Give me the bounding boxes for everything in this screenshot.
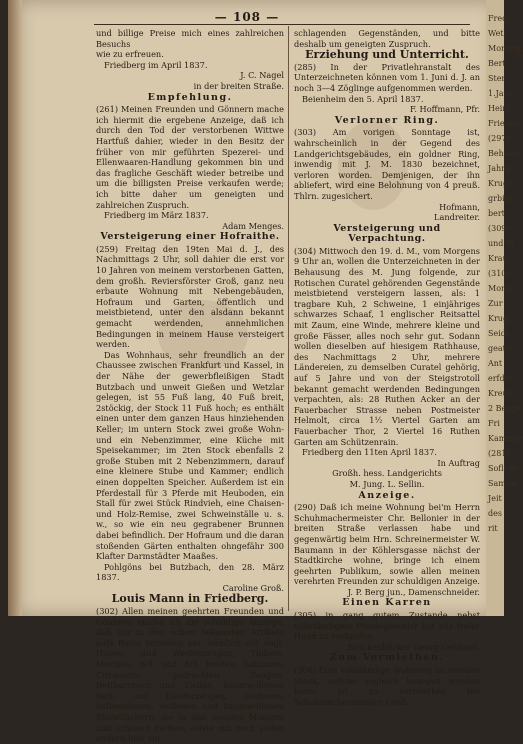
text-paragraph: (304) Mittwoch den 19. d. M., vom Morgens 9 Uhr an, wollen die Unterzeichneten in der Behausung des M. Jung folgende, zur Rotischen Curatel gehörenden Gegenstände meistbietend versteigern lassen, als: 1 tragbare Kuh, 2 Schweine, 1 einjähriges schwarzes Schaaf, 1 englischer Reitsattel mit Zaum, eine Winde, mehrere kleine und große Fässer, alles noch sehr gut. Sodann wollen dieselben auf hiesigem Rathhause, des Nachmittags 2 Uhr, mehrere Ländereien, zu demselben Curatel gehörig, auf 5 Jahre und von der Steigstrotoll bekannt gemacht werdenden Bedingungen verpachten, als: 28 Ruthen Acker an der Fauerbacher Strasse neben Postmeister Helmolt, circa 1½ Viertel Garten am Fauerbacher Thor, 2 Viertel 16 Ruthen Garten am Schützenrain. — [294, 245, 480, 447]
adjacent-page-fragment: Monat — [488, 284, 515, 293]
text-paragraph: (290) Daß ich meine Wohnung bei'm Herrn Schuhmachermeister Chr. Bellonier in der breiten Straße verlassen habe und gegenwärtig beim Hrn. Schreinermeister W. Baumann in der Köhlersgasse nächst der Stadtkirche wohne, bringe ich einem geehrten Publikum, sowie allen meinen verehrten Freunden zur schuldigen Anzeige. — [294, 502, 480, 587]
text-paragraph: und billige Preise mich eines zahlreichen Besuchs — [96, 28, 284, 49]
text-paragraph: Adam Menges. — [222, 220, 284, 231]
text-paragraph: Landreiter. — [434, 212, 480, 223]
adjacent-page-fragment: 2 Bergw — [488, 404, 523, 413]
adjacent-page-fragment: Kreuz — [488, 389, 512, 398]
adjacent-page-fragment: Jahre — [488, 164, 510, 173]
section-heading: Anzeige. — [358, 489, 416, 501]
adjacent-page-fragment: Jeit — [488, 494, 502, 503]
section-heading: Empfehlung. — [147, 91, 233, 103]
adjacent-page-fragment: Zur — [488, 299, 503, 308]
adjacent-page-fragment: Krau — [488, 254, 508, 263]
adjacent-page-fragment: Fred — [488, 14, 508, 23]
text-paragraph: schlagenden Gegenständen, und bitte deshalb um geneigten Zuspruch. — [294, 28, 480, 49]
adjacent-page-fragment: Krugl — [488, 179, 511, 188]
section-heading: Erziehung und Unterricht. — [305, 48, 469, 62]
text-paragraph: Friedberg im April 1837. — [104, 59, 208, 70]
text-paragraph: Friedberg den 11ten April 1837. — [302, 447, 437, 458]
adjacent-page-fragment: Friedbe — [488, 119, 520, 128]
column-divider — [288, 26, 289, 611]
adjacent-page-fragment: (309) — [488, 224, 510, 233]
text-paragraph: (261) Meinen Freunden und Gönnern mache ich hiermit die ergebene Anzeige, daß ich durch den Tod der verstorbenen Wittwe Hartfuß dahier, wieder in den Besitz der früher von mir geführten Spezerei- und Ellenwaaren-Handlung gekommen bin und das fragliche Geschäft wieder betreibe und um die billigsten Preise verkaufen werde; ich bitte daher um geneigten und zahlreichen Zuspruch. — [96, 104, 284, 210]
right-column — [294, 28, 480, 707]
text-paragraph: Caroline Groß. — [222, 582, 284, 593]
book-spine-shadow — [8, 0, 22, 616]
text-paragraph: (306) Eine vollständige Wohnung im zweiten Stock, welche sogleich bezogen werden kann, ist zu vermiethen bei Schuhmachermeister Groß. — [294, 665, 480, 707]
adjacent-page-fragment: bert. — [488, 209, 508, 218]
left-column — [96, 28, 284, 744]
adjacent-page-fragment: des — [488, 509, 502, 518]
text-paragraph: Hofmann, — [439, 201, 480, 212]
adjacent-page-fragment: Fri — [488, 419, 500, 428]
adjacent-page-fragment: (281) — [488, 449, 510, 458]
book-page — [8, 0, 486, 744]
text-paragraph: F. Hoffmann, Pfr. — [409, 104, 480, 115]
text-paragraph: in der breiten Straße. — [193, 80, 284, 91]
adjacent-page-fragment: Samen — [488, 479, 516, 488]
section-heading: Verlorner Ring. — [334, 114, 440, 126]
text-paragraph: Das Wohnhaus, sehr freundlich an der Chaussee zwischen Frankfurt und Kassel, in der Nähe der gewerbfleißigen Stadt Butzbach und unweit Gießen und Wetzlar gelegen, ist 55 Fuß lang, 40 Fuß breit, 2stöckig, der Stock 11 Fuß hoch; es enthält einen unter dem ganzen Haus hinziehenden Keller; im untern Stock zwei große Wohn- und ein Nebenzimmer, eine Küche mit Speisekammer; im 2ten Stock ebenfalls 2 große Stuben mit 2 Nebenzimmern, darauf eine kleinere Stube und Kammer; endlich einen doppelten Speicher. Außerdem ist ein Pferdestall für 3 Pferde mit Heuboden, ein Stall für zwei Stück Rindvieh, eine Chaisen- und Holz-Remise, zwei Schweinställe u. s. w., so wie ein neu gegrabener Brunnen dabei befindlich. Der Hofraum und die daran stoßenden Gärten enthalten ohngefähr 300 Klafter Darmstädter Maaßes. — [96, 349, 284, 562]
text-paragraph: Pohlgöns bei Butzbach, den 28. März 1837. — [96, 561, 284, 583]
text-paragraph: (303) Am vorigen Sonntage ist, wahrscheinlich in der Gegend des Landgerichtsgebäudes, ein goldner Ring, inwendig mit J. M. 1830 bezeichnet, verloren worden. Demjenigen, der ihn abliefert, wird eine Belohnung von 4 preuß. Thlrn. zugesichert. — [294, 127, 480, 201]
adjacent-page-fragment: geatrt — [488, 344, 513, 353]
page-number: — 108 — — [214, 10, 280, 24]
text-paragraph: (302) Allen meinen geehrten Freunden und Gönnern mache ich die schuldige Anzeige, daß ich in den schon bekannten Artikeln aufs Beste versehen bin, nämlich mit engl. Hosen- und Westenzeugen, Thibets, Merinos, 6/4 und 8/4 breiten Kattunen, Circassets, gedruckten Zeugen, Bettbarchent und Zwilge, baumwollenen Bett- und Kleiderzeugen, seidenen, halbseidenen, wollenen und baumwollenen Shawltüchern, die in den neusten Mustern und schönen Farben, sowie mit noch vielen andern hier ein- — [96, 606, 284, 744]
adjacent-page-fragment: grbiot, — [488, 194, 516, 203]
text-paragraph: (285) In der Privatlehranstalt des Unterzeichneten können vom 1. Juni d. J. an noch 3—4 Zöglinge aufgenommen werden. — [294, 61, 480, 93]
section-heading: Einen Karren — [342, 597, 432, 609]
adjacent-page-fragment: Wetl — [488, 29, 507, 38]
adjacent-page-fragment: (297) — [488, 134, 510, 143]
text-paragraph: Großh. hess. Landgerichts — [332, 468, 442, 479]
adjacent-page-fragment: (310) — [488, 269, 510, 278]
text-paragraph: Beienheim den 5. April 1837. — [302, 93, 424, 104]
header-rule — [94, 24, 470, 25]
adjacent-page-fragment: Seidl, — [488, 329, 511, 338]
section-heading: Versteigerung einer Hofraithe. — [100, 231, 280, 243]
adjacent-page-fragment: rit — [488, 524, 498, 533]
adjacent-page-fragment: Krug, — [488, 314, 511, 323]
adjacent-page-fragment: Behaver — [488, 149, 522, 158]
adjacent-page-fragment: und Bi — [488, 239, 515, 248]
adjacent-page-fragment: Ster — [488, 74, 506, 83]
adjacent-page-fragment: Ant — [488, 359, 503, 368]
text-paragraph: (305) in gang gutem Zustande nebst vollständigem Pferdegeschirr hat aus freier Hand zu verkaufen — [294, 610, 480, 642]
text-paragraph: J. P. Berg jun., Damenschneider. — [347, 586, 480, 597]
adjacent-page-fragment: Bertl — [488, 59, 509, 68]
text-paragraph: Brückenbäcker Georg Gebhard. — [347, 641, 480, 652]
text-paragraph: (259) Freitag den 19ten Mai d. J., des Nachmittags 2 Uhr, soll dahier die erst vor 10 Jahren von meinem verstorbenen Gatten, dem großh. Reviersförster Groß, ganz neu erbaute Wohnung mit Nebengebäuden, Hofraum und Garten, öffentlich und meistbietend, unter den alsdann bekannt gemacht werdenden, annehmlichen Bedingungen in meinem Hause versteigert werden. — [96, 243, 284, 350]
adjacent-page-fragment: erfdje — [488, 374, 512, 383]
text-paragraph: wie zu erfreuen. — [96, 49, 164, 60]
text-paragraph: In Auftrag — [437, 457, 480, 468]
section-heading: Versteigerung und Verpachtung. — [333, 222, 441, 245]
adjacent-page-fragment: Heirt, — [488, 104, 512, 113]
section-heading: Louis Mann in Friedberg. — [111, 592, 269, 606]
adjacent-page-fragment: Soflicht — [488, 464, 520, 473]
text-paragraph: Friedberg im März 1837. — [104, 210, 209, 221]
text-paragraph: M. Jung. L. Sellin. — [349, 478, 425, 489]
adjacent-page-edge — [486, 0, 523, 616]
adjacent-page-fragment: 1.Jant — [488, 89, 512, 98]
adjacent-page-fragment: Kammer — [488, 434, 523, 443]
text-paragraph: J. C. Nagel — [240, 70, 284, 81]
section-heading: Zum Vermiethen. — [329, 652, 445, 664]
adjacent-page-fragment: Morting, — [488, 44, 523, 53]
